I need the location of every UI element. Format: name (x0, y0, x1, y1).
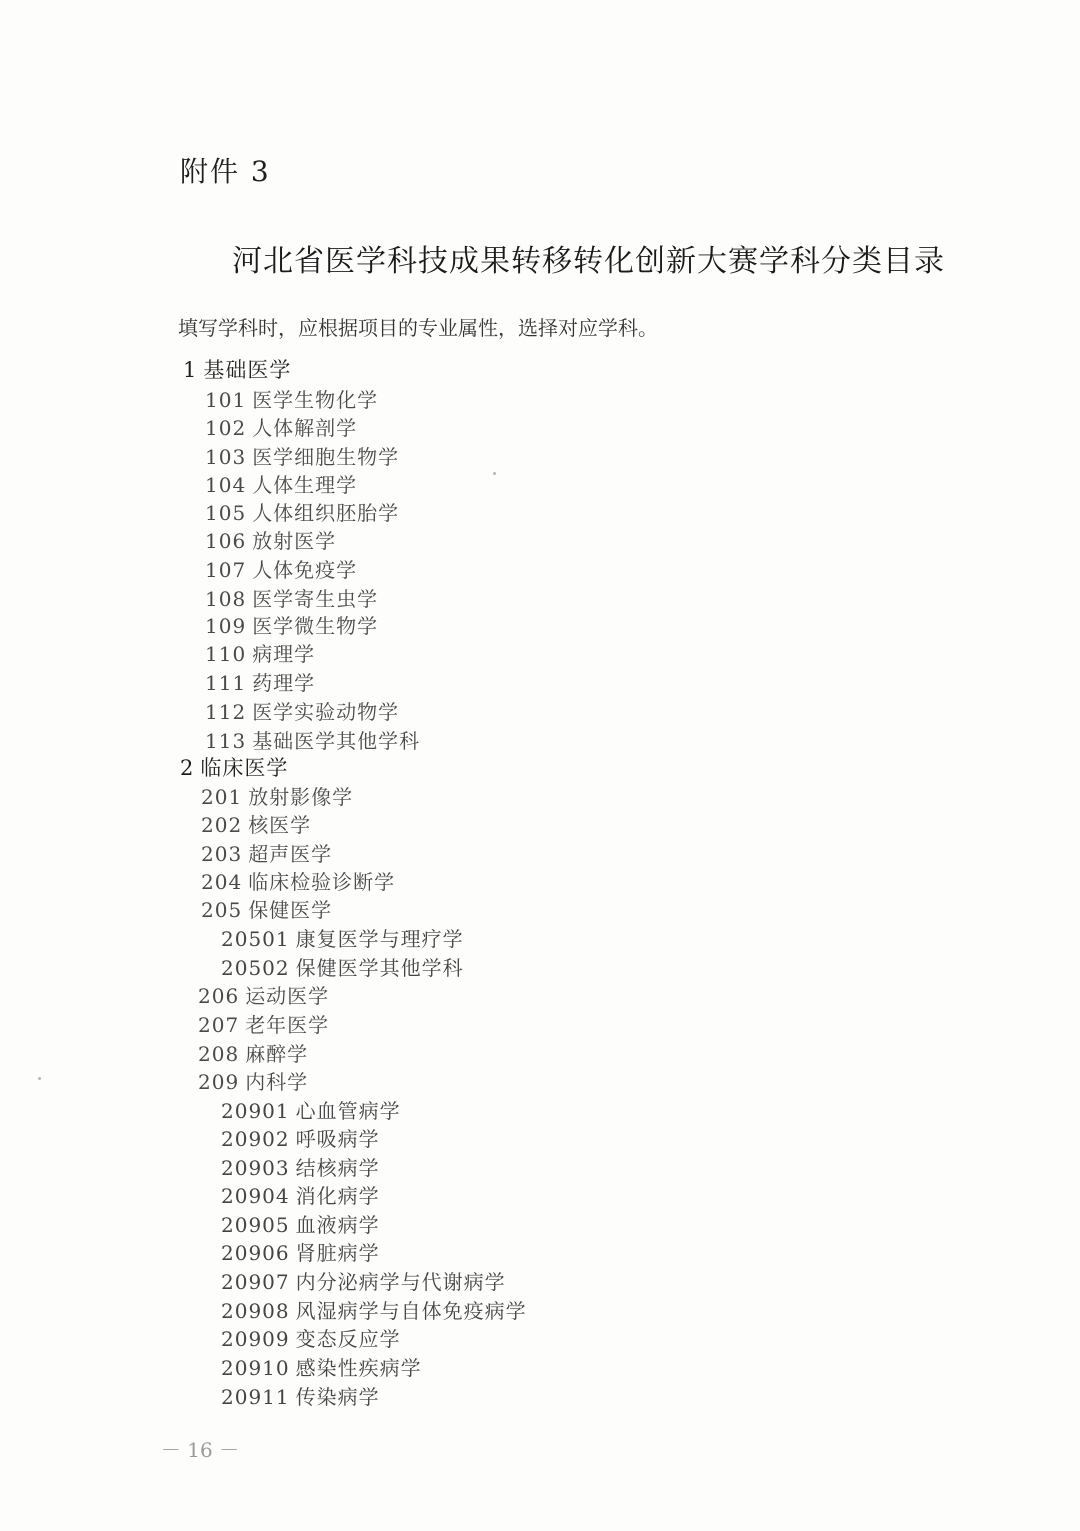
discipline-code: 203 (201, 842, 243, 866)
discipline-name: 心血管病学 (295, 1099, 401, 1123)
discipline-item (205, 412, 357, 441)
subdiscipline-item (221, 952, 464, 981)
discipline-code: 20911 (221, 1385, 290, 1409)
discipline-code: 111 (205, 671, 247, 695)
discipline-code: 208 (198, 1042, 240, 1066)
discipline-name: 医学细胞生物学 (252, 445, 400, 469)
subdiscipline-item (221, 1123, 380, 1152)
discipline-code: 20901 (221, 1099, 290, 1123)
discipline-item (205, 583, 378, 612)
discipline-item (198, 1066, 308, 1095)
discipline-code: 103 (205, 445, 247, 469)
discipline-code: 108 (205, 587, 247, 611)
discipline-code: 106 (205, 529, 247, 553)
discipline-item (205, 638, 315, 667)
discipline-code: 101 (205, 388, 247, 412)
discipline-item (201, 894, 332, 923)
subdiscipline-item (221, 923, 464, 952)
discipline-name: 人体生理学 (252, 473, 358, 497)
discipline-item (201, 809, 311, 838)
subdiscipline-item (221, 1381, 380, 1410)
discipline-name: 消化病学 (295, 1184, 380, 1208)
category-heading (183, 354, 291, 384)
discipline-name: 临床检验诊断学 (248, 870, 396, 894)
discipline-name: 老年医学 (245, 1013, 330, 1037)
discipline-name: 结核病学 (295, 1156, 380, 1180)
page-number: － 16 － (160, 1438, 240, 1462)
discipline-code: 109 (205, 614, 247, 638)
discipline-name: 病理学 (252, 642, 316, 666)
discipline-code: 105 (205, 501, 247, 525)
discipline-name: 药理学 (252, 671, 316, 695)
discipline-name: 临床医学 (200, 756, 289, 780)
discipline-item (201, 781, 353, 810)
discipline-name: 人体组织胚胎学 (252, 501, 400, 525)
discipline-code: 20908 (221, 1299, 290, 1323)
category-heading (180, 752, 288, 782)
discipline-name: 人体免疫学 (252, 558, 358, 582)
discipline-code: 20903 (221, 1156, 290, 1180)
discipline-code: 201 (201, 785, 243, 809)
discipline-code: 202 (201, 813, 243, 837)
discipline-item (205, 554, 357, 583)
discipline-code: 20502 (221, 956, 290, 980)
discipline-name: 医学寄生虫学 (252, 587, 379, 611)
discipline-item (205, 696, 399, 725)
instruction-text: 填写学科时，应根据项目的专业属性，选择对应学科。 (178, 316, 658, 340)
discipline-name: 医学微生物学 (252, 614, 379, 638)
discipline-code: 20501 (221, 927, 290, 951)
discipline-name: 风湿病学与自体免疫病学 (295, 1299, 527, 1323)
discipline-item (201, 866, 395, 895)
discipline-name: 人体解剖学 (252, 416, 358, 440)
discipline-name: 变态反应学 (295, 1327, 401, 1351)
discipline-name: 运动医学 (245, 984, 330, 1008)
discipline-name: 感染性疾病学 (295, 1356, 422, 1380)
subdiscipline-item (221, 1180, 380, 1209)
discipline-item (205, 441, 399, 470)
discipline-name: 保健医学 (248, 898, 333, 922)
discipline-name: 医学实验动物学 (252, 700, 400, 724)
discipline-item (205, 610, 378, 639)
discipline-name: 超声医学 (248, 842, 333, 866)
discipline-code: 20907 (221, 1270, 290, 1294)
subdiscipline-item (221, 1295, 527, 1324)
discipline-code: 207 (198, 1013, 240, 1037)
discipline-item (205, 525, 336, 554)
discipline-name: 内分泌病学与代谢病学 (295, 1270, 506, 1294)
discipline-name: 放射医学 (252, 529, 337, 553)
discipline-code: 102 (205, 416, 247, 440)
subdiscipline-item (221, 1266, 506, 1295)
discipline-code: 20904 (221, 1184, 290, 1208)
discipline-code: 20902 (221, 1127, 290, 1151)
scan-speck (493, 472, 496, 475)
discipline-item (205, 469, 357, 498)
discipline-item (205, 667, 315, 696)
discipline-item (205, 725, 420, 754)
discipline-code: 20905 (221, 1213, 290, 1237)
discipline-item (198, 1038, 308, 1067)
discipline-item (201, 838, 332, 867)
discipline-code: 206 (198, 984, 240, 1008)
discipline-code: 204 (201, 870, 243, 894)
subdiscipline-item (221, 1209, 380, 1238)
discipline-code: 110 (205, 642, 247, 666)
subdiscipline-item (221, 1237, 380, 1266)
discipline-code: 209 (198, 1070, 240, 1094)
discipline-item (198, 1009, 329, 1038)
discipline-code: 205 (201, 898, 243, 922)
discipline-name: 放射影像学 (248, 785, 354, 809)
subdiscipline-item (221, 1095, 401, 1124)
subdiscipline-item (221, 1352, 422, 1381)
discipline-name: 基础医学 (203, 358, 292, 382)
discipline-name: 肾脏病学 (295, 1241, 380, 1265)
discipline-name: 呼吸病学 (295, 1127, 380, 1151)
discipline-code: 113 (205, 729, 247, 753)
discipline-item (205, 384, 378, 413)
discipline-code: 20909 (221, 1327, 290, 1351)
discipline-code: 20906 (221, 1241, 290, 1265)
scan-speck (38, 1077, 41, 1080)
discipline-code: 20910 (221, 1356, 290, 1380)
discipline-item (198, 980, 329, 1009)
discipline-code: 107 (205, 558, 247, 582)
subdiscipline-item (221, 1323, 401, 1352)
discipline-code: 1 (183, 358, 198, 382)
subdiscipline-item (221, 1152, 380, 1181)
discipline-name: 血液病学 (295, 1213, 380, 1237)
attachment-label: 附件 3 (180, 155, 271, 188)
document-title: 河北省医学科技成果转移转化创新大赛学科分类目录 (232, 244, 945, 279)
discipline-name: 基础医学其他学科 (252, 729, 421, 753)
discipline-code: 2 (180, 756, 195, 780)
discipline-name: 医学生物化学 (252, 388, 379, 412)
discipline-name: 保健医学其他学科 (295, 956, 464, 980)
discipline-name: 康复医学与理疗学 (295, 927, 464, 951)
discipline-name: 内科学 (245, 1070, 309, 1094)
discipline-code: 104 (205, 473, 247, 497)
discipline-name: 传染病学 (295, 1385, 380, 1409)
discipline-name: 核医学 (248, 813, 312, 837)
discipline-name: 麻醉学 (245, 1042, 309, 1066)
discipline-code: 112 (205, 700, 247, 724)
discipline-item (205, 497, 399, 526)
